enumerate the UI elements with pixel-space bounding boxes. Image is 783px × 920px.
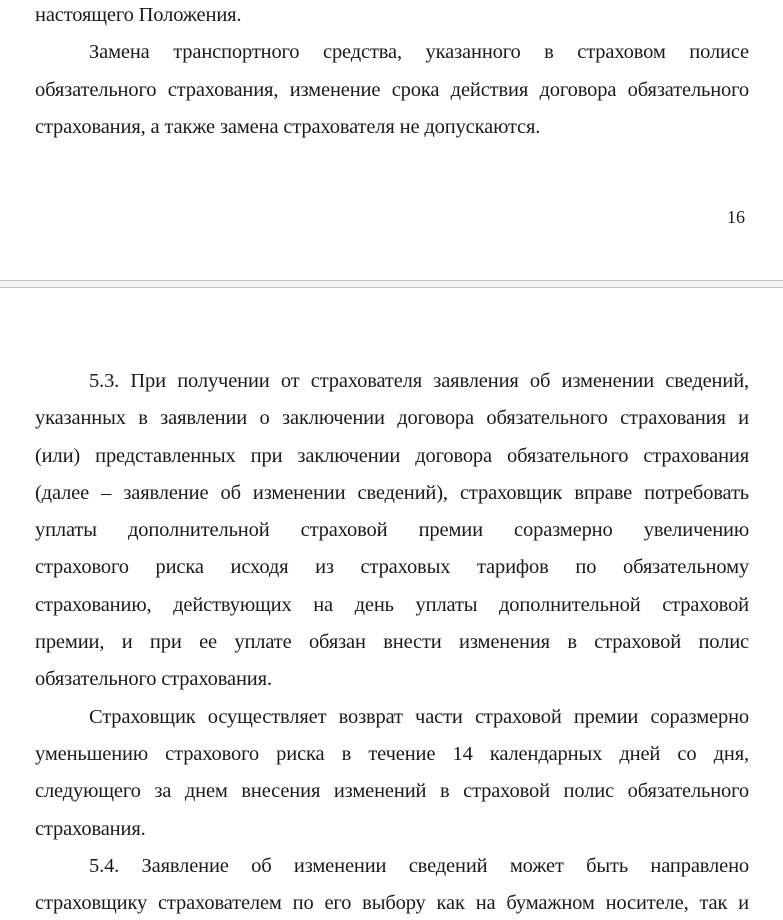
paragraph-refund <box>35 699 749 848</box>
page-top-text <box>35 0 749 146</box>
page-number: 16 <box>727 207 745 227</box>
text-line: обязательного страхования. <box>35 668 272 691</box>
text-line: уменьшению страхового риска в течение 14 календарных дней со дня, <box>35 742 749 765</box>
document-page-top <box>0 0 783 280</box>
text-line: 5.4. Заявление об изменении сведений может быть направлено <box>89 854 749 877</box>
text-line: Замена транспортного средства, указанного в страховом полисе <box>89 41 749 64</box>
text-line: уплаты дополнительной страховой премии соразмерно увеличению <box>35 519 749 542</box>
text-line: следующего за днем внесения изменений в страховой полис обязательного <box>35 780 749 803</box>
paragraph-5-3 <box>35 363 749 699</box>
text-line: страхового риска исходя из страховых тарифов по обязательному <box>35 556 749 579</box>
text-line: страхования. <box>35 817 146 840</box>
text-line: обязательного страхования, изменение срока действия договора обязательного <box>35 78 749 101</box>
text-line: указанных в заявлении о заключении договора обязательного страхования и <box>35 407 749 430</box>
text-line: (далее – заявление об изменении сведений), страховщик вправе потребовать <box>35 481 749 504</box>
page-break-separator <box>0 280 783 288</box>
text-line: страховщику страхователем по его выбору как на бумажном носителе, так и <box>35 892 749 915</box>
text-line: страхования, а также замена страхователя не допускаются. <box>35 115 541 138</box>
text-line: премии, и при ее уплате обязан внести изменения в страховой полис <box>35 631 749 654</box>
document-page-bottom <box>0 288 783 920</box>
text-line: (или) представленных при заключении договора обязательного страхования <box>35 444 749 467</box>
text-line: Страховщик осуществляет возврат части страховой премии соразмерно <box>89 705 749 728</box>
text-line: 5.3. При получении от страхователя заявления об изменении сведений, <box>89 370 749 392</box>
text-line: настоящего Положения. <box>35 4 242 26</box>
text-line: страхованию, действующих на день уплаты дополнительной страховой <box>35 593 749 616</box>
page-bottom-text <box>35 363 749 920</box>
paragraph-5-4 <box>35 848 749 920</box>
